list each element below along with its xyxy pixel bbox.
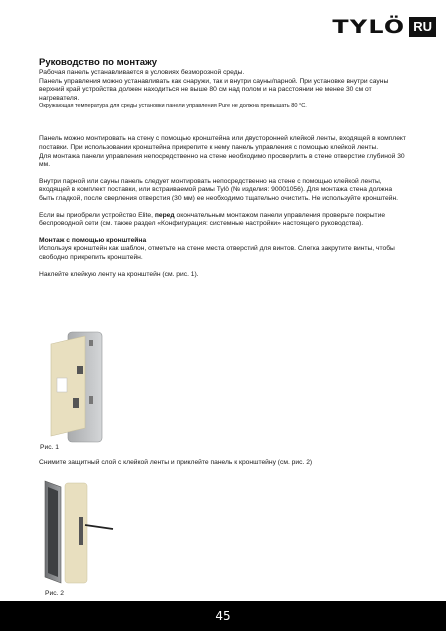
intro-line-2: Панель управления можно устанавливать как снаружи, так и внутри сауны/парной. При установке внутри сауны верхний край устройства должен находиться не выше 80 см над полом и на расстоянии не менее 30 см от нагревателя.	[39, 77, 389, 102]
intro-line-1: Рабочая панель устанавливается в условиях безморозной среды.	[39, 69, 245, 76]
elite-note-start: Если вы приобрели устройство Elite,	[39, 211, 155, 219]
instructions-body	[39, 57, 409, 279]
elite-note-bold: перед	[154, 211, 175, 219]
figure-2-panel-illustration	[41, 477, 121, 589]
sauna-mounting-text: Внутри парной или сауны панель следует монтировать непосредственно на стене с помощью клейкой ленты, входящей в комплект поставки, или встраиваемой рамы Tylö (№ изделия: 90001056). Для монтажа стена должна быть гладкой, после сверления отверстия (30 мм) ее необходимо тщательно очистить. Не используйте кронштейн.	[39, 177, 399, 202]
figure-1-instruction: Снимите защитный слой с клейкой ленты и приклейте панель к кронштейну (см. рис. 2)	[39, 459, 313, 466]
figure-1-caption: Рис. 1	[40, 444, 59, 451]
page-footer	[0, 601, 446, 631]
bracket-subheading: Монтаж с помощью кронштейна	[39, 236, 147, 244]
brand-wordmark: TYLÖ	[332, 16, 406, 38]
language-badge: RU	[409, 17, 436, 37]
elite-note	[39, 212, 409, 229]
intro-temperature-note: Окружающая температура для среды установки панели управления Pure не должна превышать 80 °C.	[39, 103, 307, 110]
drilling-text: Для монтажа панели управления непосредственно на стене необходимо просверлить в стене отверстие глубиной 30 мм.	[39, 152, 405, 169]
tape-instruction-text: Наклейте клейкую ленту на кронштейн (см. рис. 1).	[39, 270, 199, 278]
figure-1-bracket-illustration	[45, 326, 125, 446]
mounting-options-text: Панель можно монтировать на стену с помощью кронштейна или двусторонней клейкой ленты, входящей в комплект поставки. При использовании кронштейна прикрепите к нему панель управления с помощью клейкой ленты.	[39, 135, 406, 151]
elite-note-end: окончательным монтажом панели управления проверьте покрытие беспроводной сети (см. также раздел «Конфигурация: системные настройки» настоящего руководства).	[39, 211, 386, 228]
brand-logo	[332, 16, 436, 38]
page-title: Руководство по монтажу	[39, 57, 158, 68]
page-number: 45	[215, 609, 231, 623]
bracket-template-text: Используя кронштейн как шаблон, отметьте на стене места отверстий для винтов. Слегка закрутите винты, чтобы свободно прикрепить кронштейн.	[39, 245, 395, 261]
figure-2-caption: Рис. 2	[45, 590, 64, 597]
